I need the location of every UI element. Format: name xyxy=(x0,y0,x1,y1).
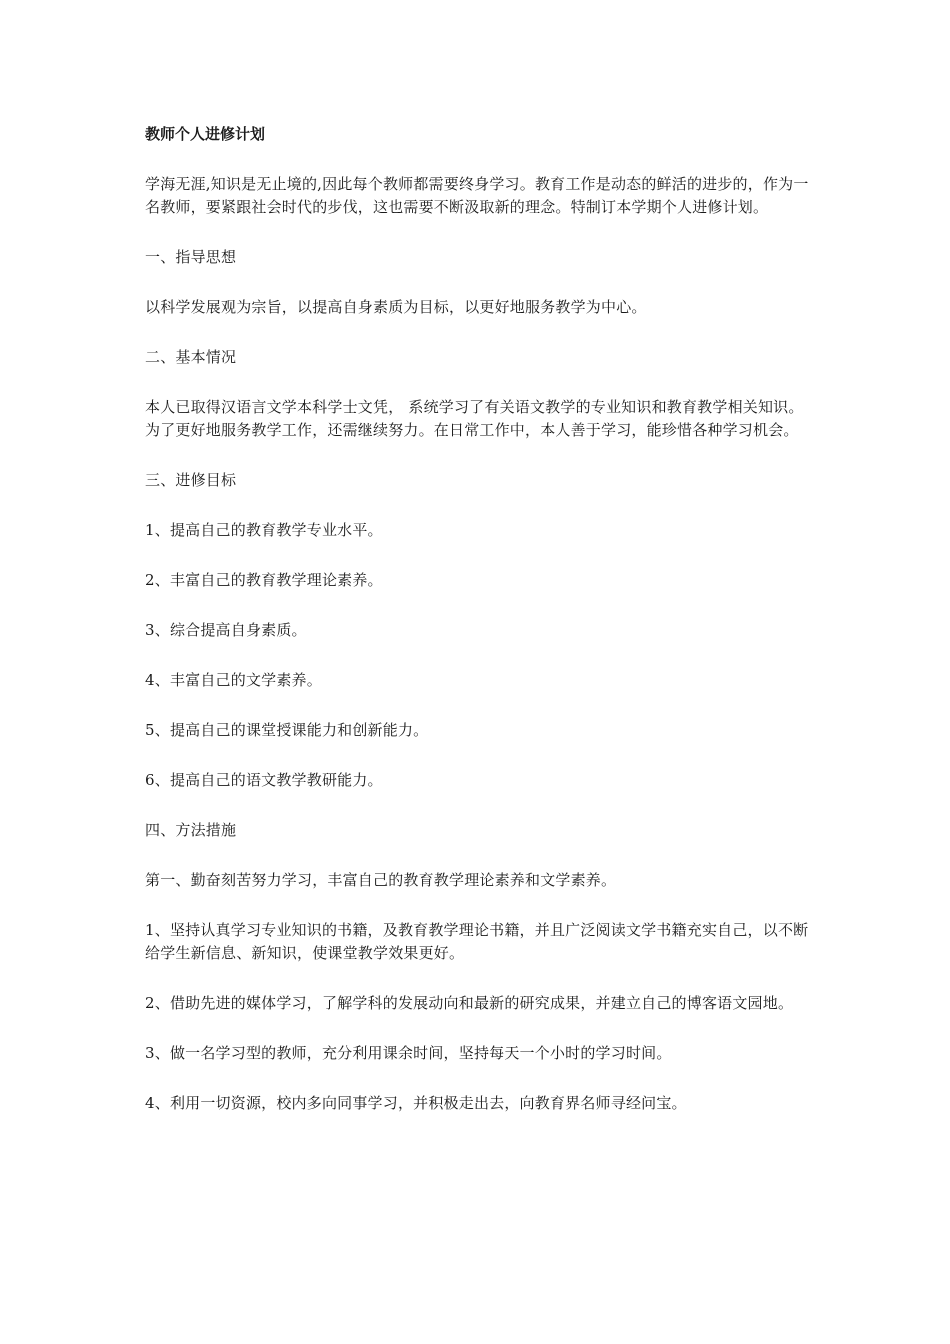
method-item: 2、借助先进的媒体学习，了解学科的发展动向和最新的研究成果，并建立自己的博客语文园地。 xyxy=(145,994,794,1012)
method-item: 3、做一名学习型的教师，充分利用课余时间，坚持每天一个小时的学习时间。 xyxy=(145,1044,672,1062)
section-heading-methods: 四、方法措施 xyxy=(145,821,237,839)
goal-item: 2、丰富自己的教育教学理论素养。 xyxy=(145,571,383,589)
document-title: 教师个人进修计划 xyxy=(145,125,266,143)
goal-item: 1、提高自己的教育教学专业水平。 xyxy=(145,521,383,539)
section-heading-basic-situation: 二、基本情况 xyxy=(145,348,237,366)
section-heading-guiding-thought: 一、指导思想 xyxy=(145,248,237,266)
method-item: 4、利用一切资源，校内多向同事学习，并积极走出去，向教育界名师寻经问宝。 xyxy=(145,1094,687,1112)
section-heading-goals: 三、进修目标 xyxy=(145,471,237,489)
goal-item: 3、综合提高自身素质。 xyxy=(145,621,307,639)
methods-subheading: 第一、勤奋刻苦努力学习，丰富自己的教育教学理论素养和文学素养。 xyxy=(145,871,617,889)
method-item: 1、坚持认真学习专业知识的书籍，及教育教学理论书籍，并且广泛阅读文学书籍充实自己，以不断给学生新信息、新知识，使课堂教学效果更好。 xyxy=(145,921,809,962)
intro-paragraph: 学海无涯,知识是无止境的,因此每个教师都需要终身学习。教育工作是动态的鲜活的进步的，作为一名教师，要紧跟社会时代的步伐，这也需要不断汲取新的理念。特制订本学期个人进修计划。 xyxy=(145,175,809,216)
document-body xyxy=(145,123,815,1142)
goal-item: 5、提高自己的课堂授课能力和创新能力。 xyxy=(145,721,429,739)
goal-item: 6、提高自己的语文教学教研能力。 xyxy=(145,771,383,789)
goal-item: 4、丰富自己的文学素养。 xyxy=(145,671,322,689)
guiding-thought-paragraph: 以科学发展观为宗旨，以提高自身素质为目标，以更好地服务教学为中心。 xyxy=(145,298,647,316)
basic-situation-paragraph: 本人已取得汉语言文学本科学士文凭， 系统学习了有关语文教学的专业知识和教育教学相关知识。为了更好地服务教学工作，还需继续努力。在日常工作中，本人善于学习，能珍惜各种学习机会。 xyxy=(145,398,804,439)
